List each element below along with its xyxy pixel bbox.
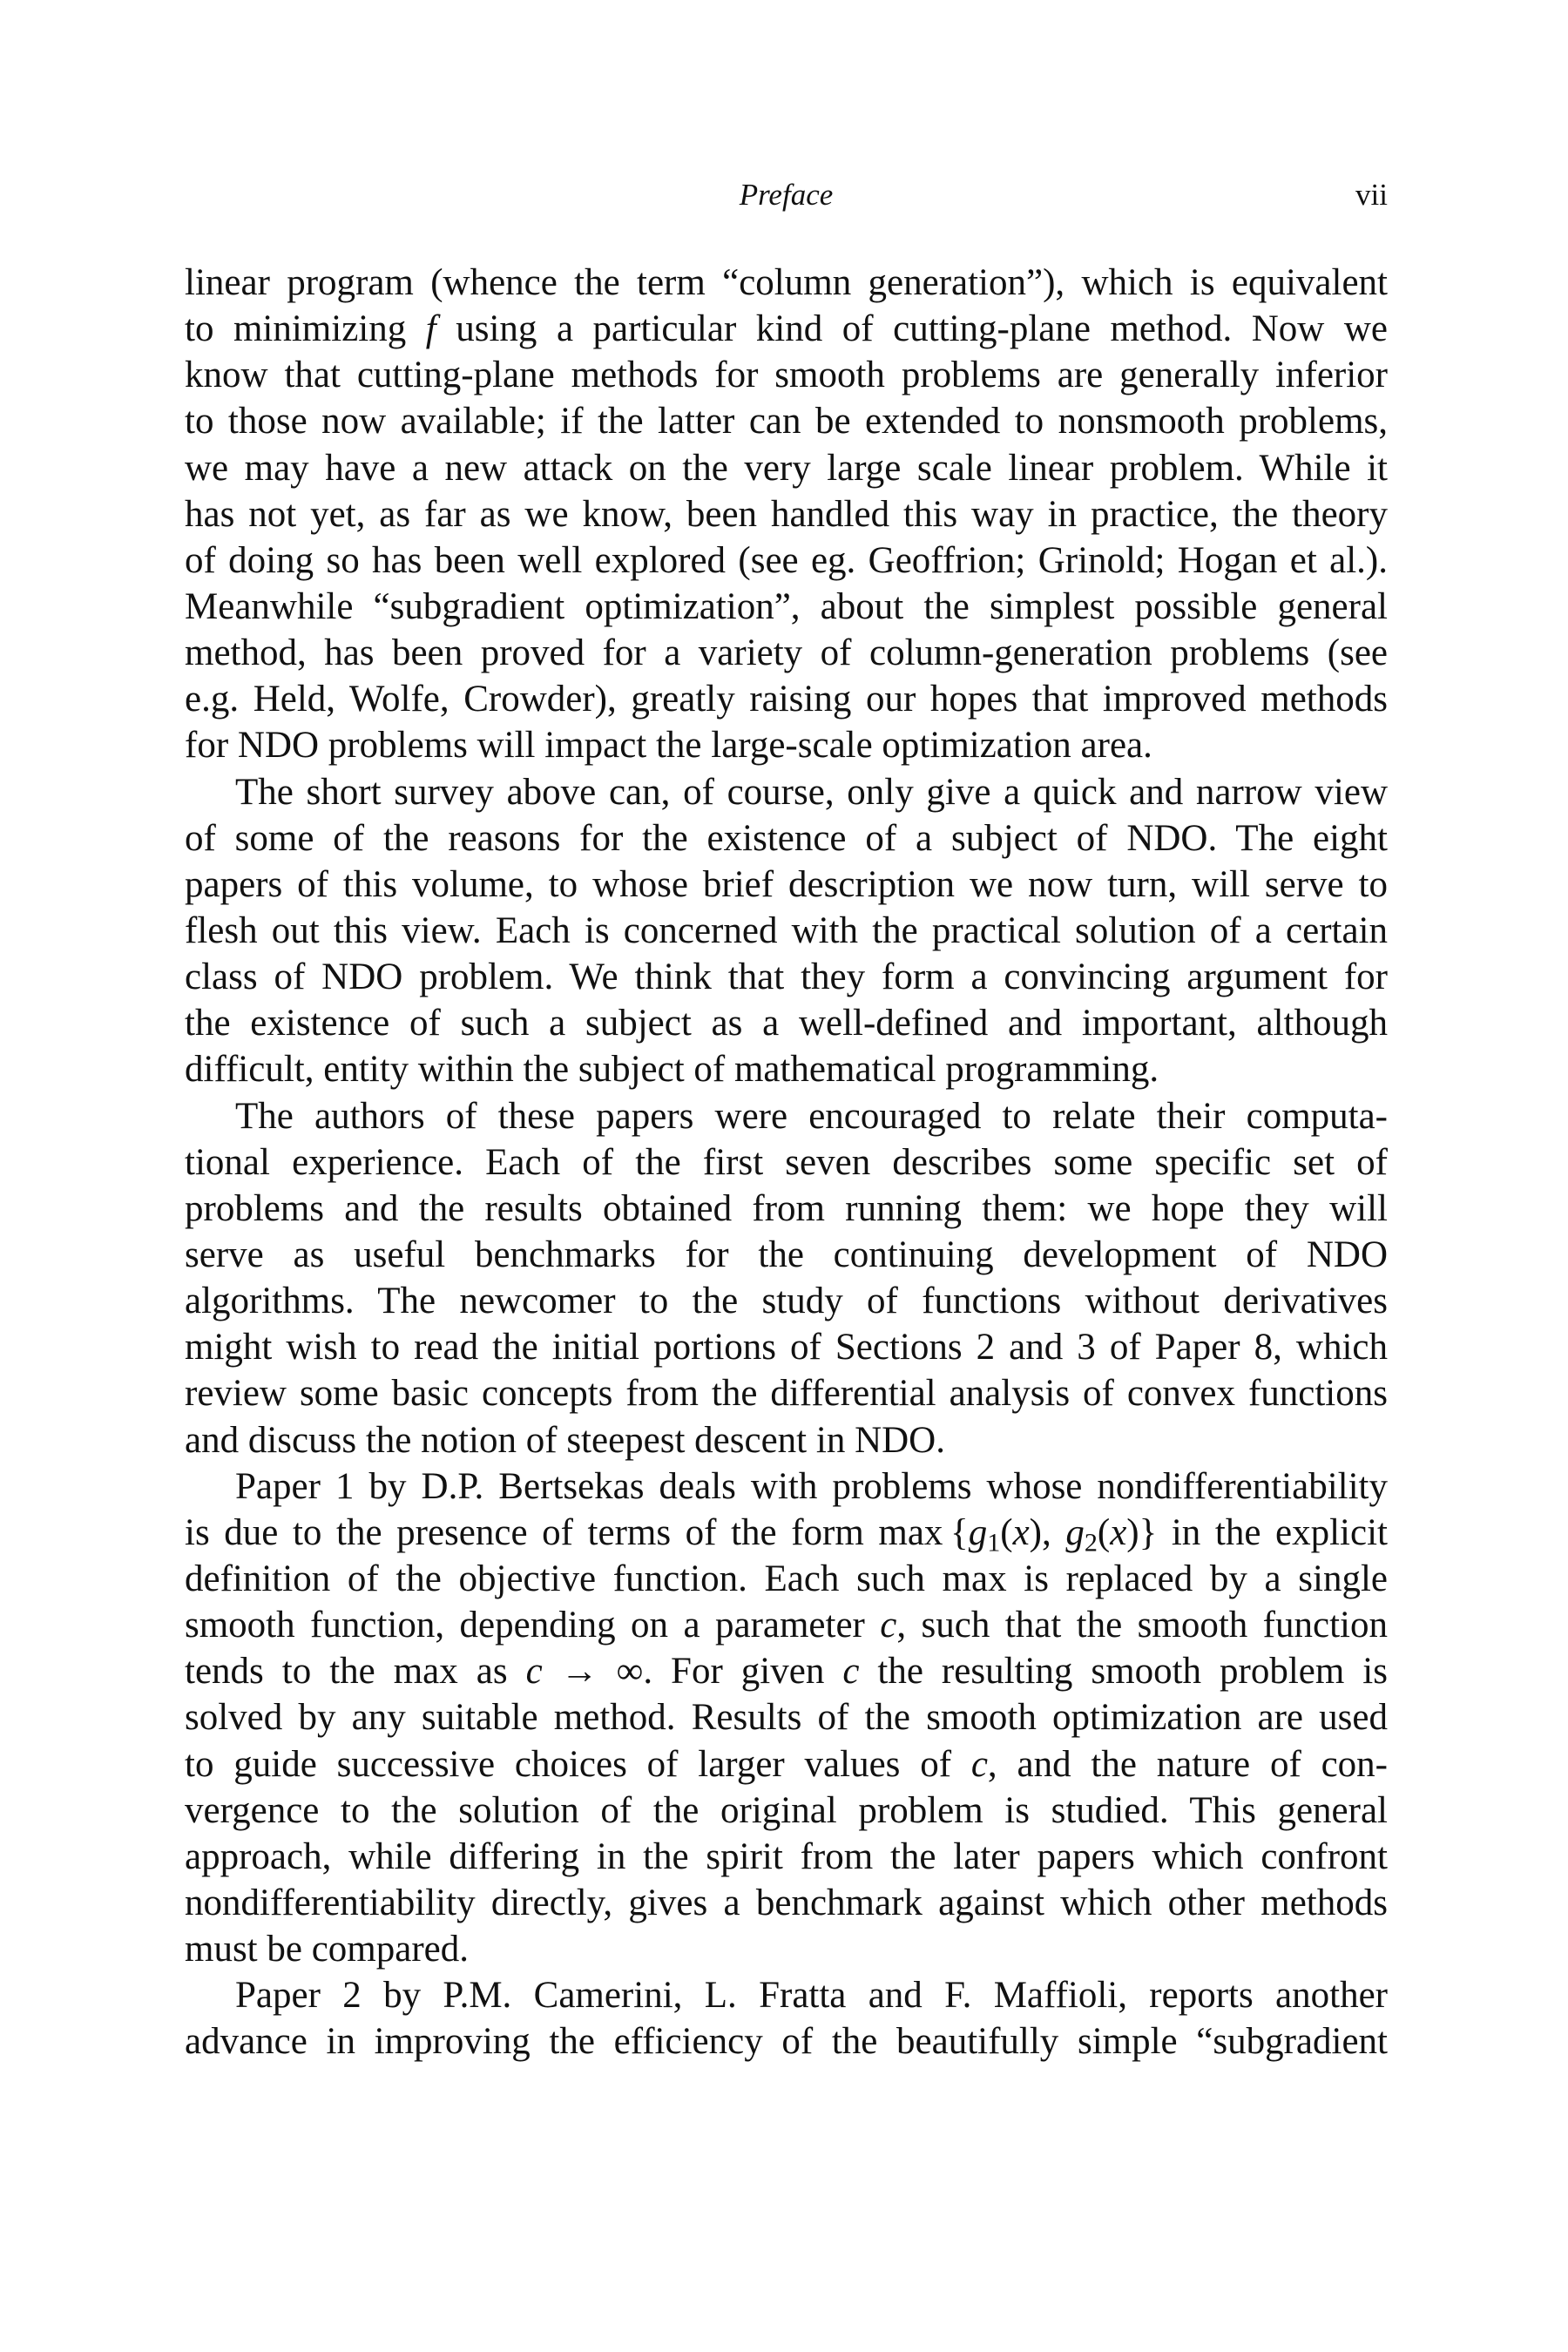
text-line (185, 1093, 1388, 1139)
text-line (185, 815, 1388, 862)
text-segment: difficult, entity within the subject of mathematical programming. (185, 1049, 1159, 1091)
text-line (185, 352, 1388, 398)
text-segment: know that cutting-plane methods for smooth problems are generally inferior (185, 355, 1388, 396)
math-subscript: 2 (1084, 1527, 1098, 1558)
text-segment: Paper 1 by D.P. Bertsekas deals with problems whose nondifferentiability (235, 1465, 1388, 1507)
text-segment: linear program (whence the term “column generation”), which is equivalent (185, 262, 1388, 303)
text-line (185, 1046, 1388, 1092)
text-segment: )} in the explicit (1126, 1511, 1388, 1553)
page-number: vii (1355, 178, 1388, 212)
text-segment: e.g. Held, Wolfe, Crowder), greatly raising our hopes that improved methods (185, 679, 1388, 720)
text-segment: tends to the max as (185, 1651, 526, 1693)
body-text (185, 260, 1388, 2065)
text-segment: method, has been proved for a variety of column-generation problems (see (185, 632, 1388, 674)
text-segment: smooth function, depending on a parameter (185, 1605, 881, 1646)
math-subscript: 1 (987, 1527, 1001, 1558)
text-line (185, 1926, 1388, 1972)
running-title: Preface (739, 178, 834, 212)
text-line (185, 537, 1388, 584)
text-segment: Meanwhile “subgradient optimization”, about the simplest possible general (185, 585, 1388, 627)
math-symbol: g (968, 1511, 988, 1553)
text-line (185, 1834, 1388, 1880)
text-line (185, 630, 1388, 676)
text-segment: the existence of such a subject as a well-defined and important, although (185, 1003, 1388, 1044)
text-line (185, 445, 1388, 491)
text-line (185, 1741, 1388, 1788)
math-symbol: c (970, 1743, 988, 1785)
text-line (185, 862, 1388, 908)
text-segment: ( (1097, 1511, 1111, 1553)
math-symbol: x (1110, 1511, 1127, 1553)
text-segment: the resulting smooth problem is (859, 1651, 1388, 1693)
text-segment: class of NDO problem. We think that they form a convincing argument for (185, 956, 1388, 998)
text-segment: , such that the smooth function (896, 1605, 1388, 1646)
running-head (185, 172, 1388, 216)
text-line (185, 1000, 1388, 1046)
text-segment: of doing so has been well explored (see eg. Geoffrion; Grinold; Hogan et al.). (185, 539, 1388, 581)
text-segment: papers of this volume, to whose brief description we now turn, will serve to (185, 863, 1388, 905)
text-segment: solved by any suitable method. Results of the smooth optimization are used (185, 1697, 1388, 1739)
text-line (185, 1370, 1388, 1416)
text-segment: definition of the objective function. Each such max is replaced by a single (185, 1558, 1388, 1599)
text-line (185, 491, 1388, 537)
text-line (185, 1417, 1388, 1463)
text-line (185, 1648, 1388, 1694)
text-segment: Paper 2 by P.M. Camerini, L. Fratta and F. Maffioli, reports another (235, 1975, 1388, 2017)
text-line (185, 1788, 1388, 1834)
text-segment: , and the nature of con- (987, 1743, 1388, 1785)
text-segment: tional experience. Each of the first seven describes some specific set of (185, 1141, 1388, 1183)
text-line (185, 1972, 1388, 2018)
text-line (185, 398, 1388, 444)
text-line (185, 1186, 1388, 1232)
text-line (185, 908, 1388, 954)
text-segment: to those now available; if the latter can be extended to nonsmooth problems, (185, 401, 1388, 443)
text-line (185, 1139, 1388, 1186)
text-segment: to minimizing (185, 308, 426, 350)
text-segment: has not yet, as far as we know, been handled this way in practice, the theory (185, 493, 1388, 535)
text-segment: using a particular kind of cutting-plane method. Now we (436, 308, 1389, 350)
text-segment: of some of the reasons for the existence of a subject of NDO. The eight (185, 817, 1388, 859)
math-symbol: g (1065, 1511, 1085, 1553)
text-segment: we may have a new attack on the very large scale linear problem. While it (185, 447, 1388, 489)
text-segment: The authors of these papers were encouraged to relate their computa- (235, 1095, 1388, 1137)
text-line (185, 1324, 1388, 1370)
text-segment: vergence to the solution of the original problem is studied. This general (185, 1789, 1388, 1831)
text-line (185, 1602, 1388, 1648)
text-segment: flesh out this view. Each is concerned with the practical solution of a certain (185, 909, 1388, 951)
math-symbol: f (425, 308, 436, 350)
text-segment: for NDO problems will impact the large-scale optimization area. (185, 725, 1152, 767)
text-line (185, 1463, 1388, 1510)
math-symbol: x (1012, 1511, 1030, 1553)
text-line (185, 1880, 1388, 1926)
text-segment: nondifferentiability directly, gives a benchmark against which other methods (185, 1882, 1388, 1923)
text-line (185, 2018, 1388, 2065)
math-symbol: c (525, 1651, 543, 1693)
text-segment: → ∞. For given (542, 1651, 843, 1693)
text-line (185, 676, 1388, 722)
text-line (185, 1232, 1388, 1278)
text-line (185, 722, 1388, 768)
text-segment: must be compared. (185, 1929, 469, 1970)
text-line (185, 1510, 1388, 1556)
text-segment: review some basic concepts from the differential analysis of convex functions (185, 1373, 1388, 1415)
text-segment: approach, while differing in the spirit from the later papers which confront (185, 1835, 1388, 1877)
text-line (185, 1556, 1388, 1602)
text-segment: might wish to read the initial portions of Sections 2 and 3 of Paper 8, which (185, 1327, 1388, 1369)
text-line (185, 584, 1388, 630)
math-symbol: c (880, 1605, 897, 1646)
text-segment: to guide successive choices of larger values of (185, 1743, 971, 1785)
text-line (185, 954, 1388, 1000)
text-segment: problems and the results obtained from running them: we hope they will (185, 1187, 1388, 1229)
text-segment: is due to the presence of terms of the form max { (185, 1511, 969, 1553)
text-segment: ( (1000, 1511, 1013, 1553)
text-segment: and discuss the notion of steepest descent in NDO. (185, 1419, 945, 1461)
text-segment: advance in improving the efficiency of the beautifully simple “subgradient (185, 2021, 1388, 2063)
text-line (185, 260, 1388, 306)
text-line (185, 769, 1388, 815)
text-segment: The short survey above can, of course, only give a quick and narrow view (235, 771, 1388, 813)
text-line (185, 1694, 1388, 1740)
text-segment: serve as useful benchmarks for the continuing development of NDO (185, 1233, 1388, 1275)
text-segment: algorithms. The newcomer to the study of functions without derivatives (185, 1281, 1388, 1322)
text-line (185, 306, 1388, 352)
text-line (185, 1278, 1388, 1324)
math-symbol: c (842, 1651, 860, 1693)
text-segment: ), (1029, 1511, 1066, 1553)
